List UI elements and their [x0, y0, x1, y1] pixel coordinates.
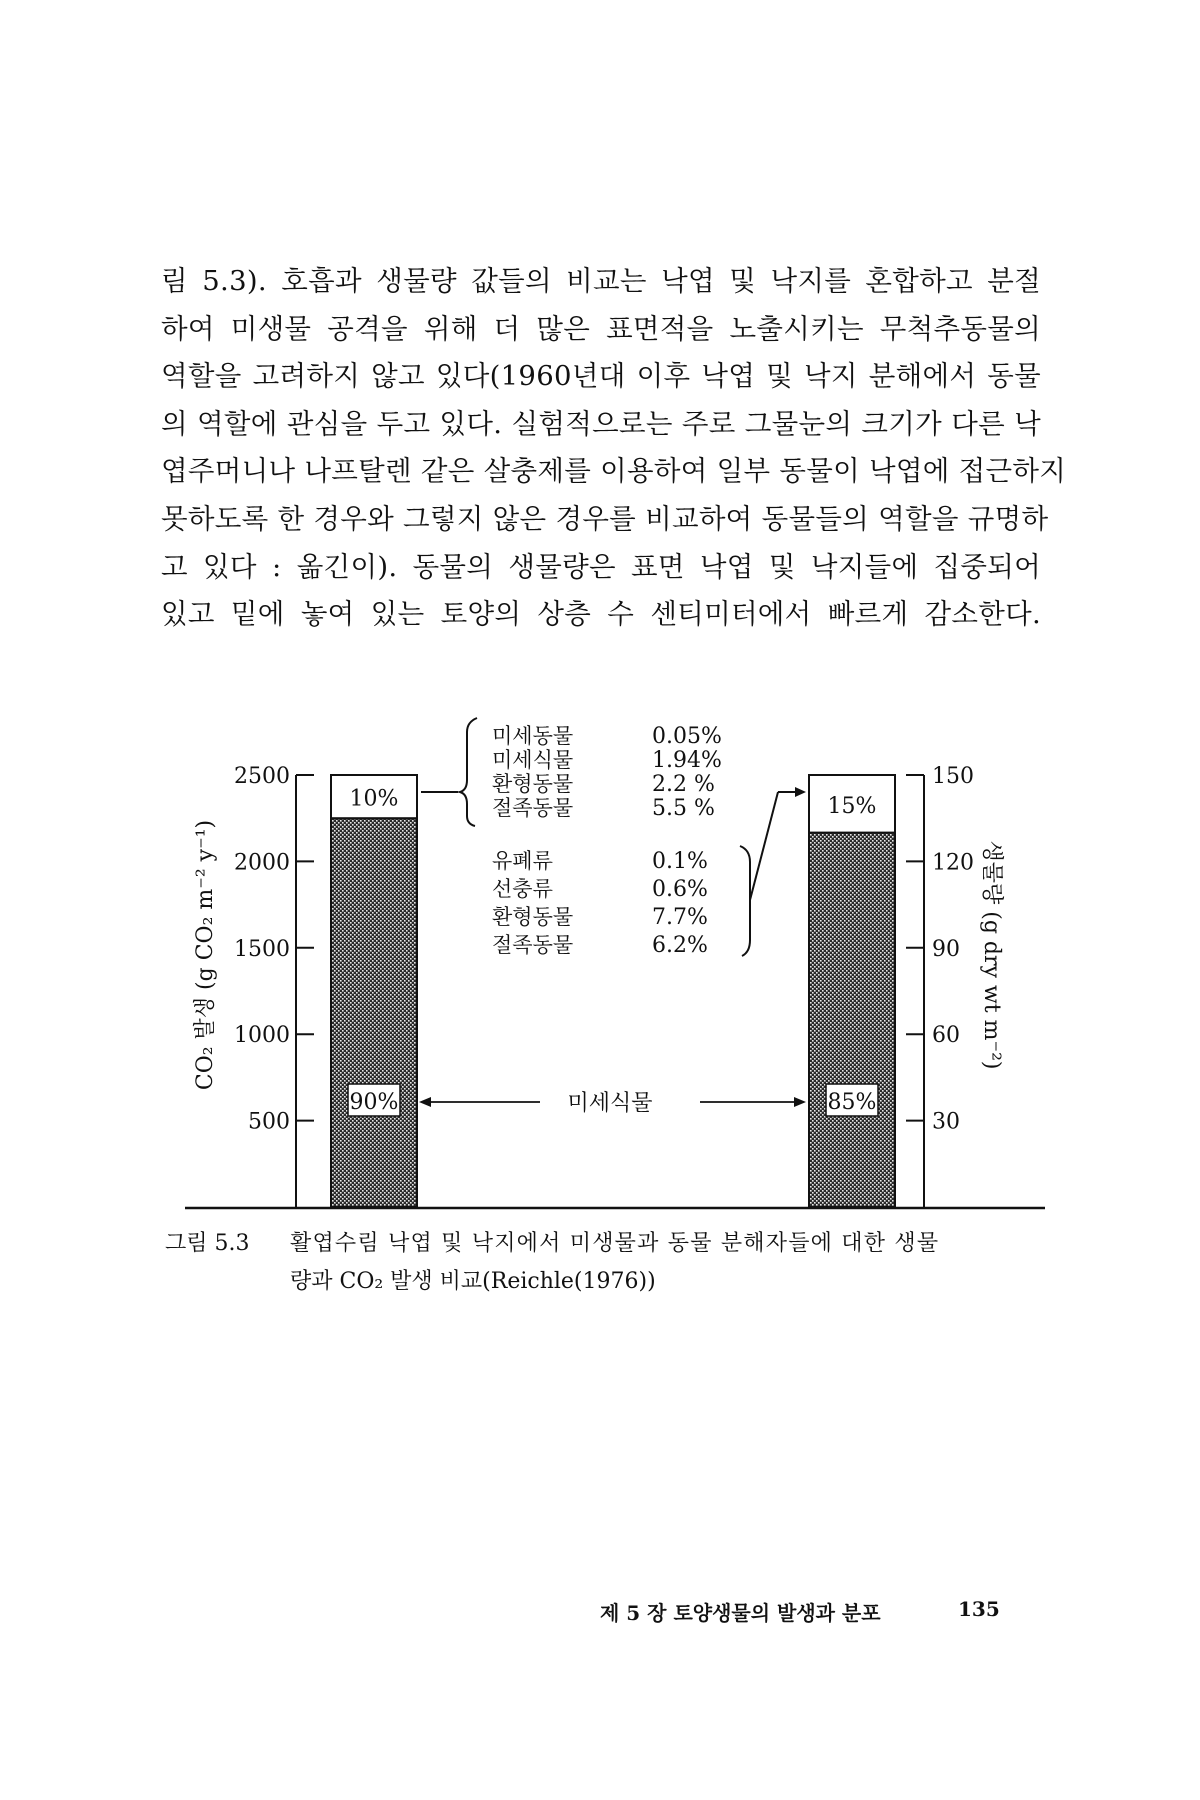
figure-caption-line-1: 활엽수림 낙엽 및 낙지에서 미생물과 동물 분해자들에 대한 생물 — [290, 1231, 940, 1256]
left-axis-label: CO₂ 발생 (g CO₂ m⁻² y⁻¹) — [193, 819, 218, 1091]
breakdown-name: 선충류 — [492, 877, 553, 901]
right-tick-label: 120 — [932, 850, 974, 876]
breakdown-value: 1.94% — [652, 748, 722, 773]
right-axis-label: 생물량 (g dry wt m⁻²) — [979, 840, 1004, 1070]
left-tick-label: 1000 — [234, 1023, 290, 1049]
right-tick-label: 60 — [932, 1023, 960, 1049]
body-text-line: 고 있다 : 옮긴이). 동물의 생물량은 표면 낙엽 및 낙지들에 집중되어 — [161, 550, 1041, 583]
breakdown-name: 절족동물 — [492, 933, 574, 957]
body-text-line: 있고 밑에 놓여 있는 토양의 상층 수 센티미터에서 빠르게 감소한다. — [161, 598, 1041, 631]
body-text-line: 림 5.3). 호흡과 생물량 값들의 비교는 낙엽 및 낙지를 혼합하고 분절 — [161, 265, 1041, 297]
bracket-right — [740, 846, 750, 956]
breakdown-name: 환형동물 — [492, 772, 574, 796]
bar-percent-label: 15% — [827, 793, 877, 819]
left-tick-label: 2000 — [234, 850, 290, 876]
left-tick-label: 1500 — [234, 936, 290, 962]
breakdown-value: 6.2% — [652, 933, 708, 958]
center-annotation-label: 미세식물 — [567, 1091, 653, 1116]
breakdown-name: 유폐류 — [492, 849, 553, 873]
bar-segment-microflora — [331, 818, 417, 1207]
body-text-line: 의 역할에 관심을 두고 있다. 실험적으로는 주로 그물눈의 크기가 다른 낙 — [161, 407, 1041, 440]
breakdown-value: 2.2 % — [652, 772, 715, 797]
bar-percent-label: 90% — [349, 1090, 399, 1115]
bar-segment-microflora — [809, 833, 895, 1207]
body-text-line: 엽주머니나 나프탈렌 같은 살충제를 이용하여 일부 동물이 낙엽에 접근하지 — [161, 455, 1067, 488]
right-tick-label: 150 — [932, 764, 974, 789]
breakdown-value: 7.7% — [652, 905, 708, 930]
left-tick-label: 2500 — [234, 764, 290, 789]
breakdown-name: 환형동물 — [492, 905, 574, 929]
breakdown-value: 5.5 % — [652, 796, 715, 821]
bracket-left — [460, 718, 477, 826]
figure-caption-line-2: 량과 CO₂ 발생 비교(Reichle(1976)) — [290, 1269, 656, 1294]
breakdown-name: 절족동물 — [492, 796, 574, 820]
right-tick-label: 90 — [932, 936, 960, 962]
body-text-line: 역할을 고려하지 않고 있다(1960년대 이후 낙엽 및 낙지 분해에서 동물 — [161, 360, 1041, 393]
body-text-line: 못하도록 한 경우와 그렇지 않은 경우를 비교하여 동물들의 역할을 규명하 — [161, 502, 1049, 535]
bar-percent-label: 10% — [349, 786, 399, 812]
breakdown-value: 0.1% — [652, 849, 708, 874]
breakdown-value: 0.05% — [652, 724, 722, 749]
figure-caption-label: 그림 5.3 — [165, 1231, 250, 1256]
page-number: 135 — [958, 1597, 1000, 1621]
right-tick-label: 30 — [932, 1109, 960, 1135]
arrowhead-left — [419, 1097, 431, 1107]
breakdown-name: 미세동물 — [492, 724, 574, 748]
arrowhead-bracket-right — [795, 787, 806, 797]
bar-percent-label: 85% — [827, 1090, 877, 1115]
breakdown-name: 미세식물 — [492, 748, 574, 772]
running-footer-chapter: 제 5 장 토양생물의 발생과 분포 — [600, 1601, 881, 1625]
breakdown-value: 0.6% — [652, 877, 708, 902]
body-text-line: 하여 미생물 공격을 위해 더 많은 표면적을 노출시키는 무척추동물의 — [161, 312, 1041, 345]
bracket-leader-right — [750, 792, 778, 900]
arrowhead-right — [794, 1097, 806, 1107]
left-tick-label: 500 — [248, 1109, 290, 1135]
